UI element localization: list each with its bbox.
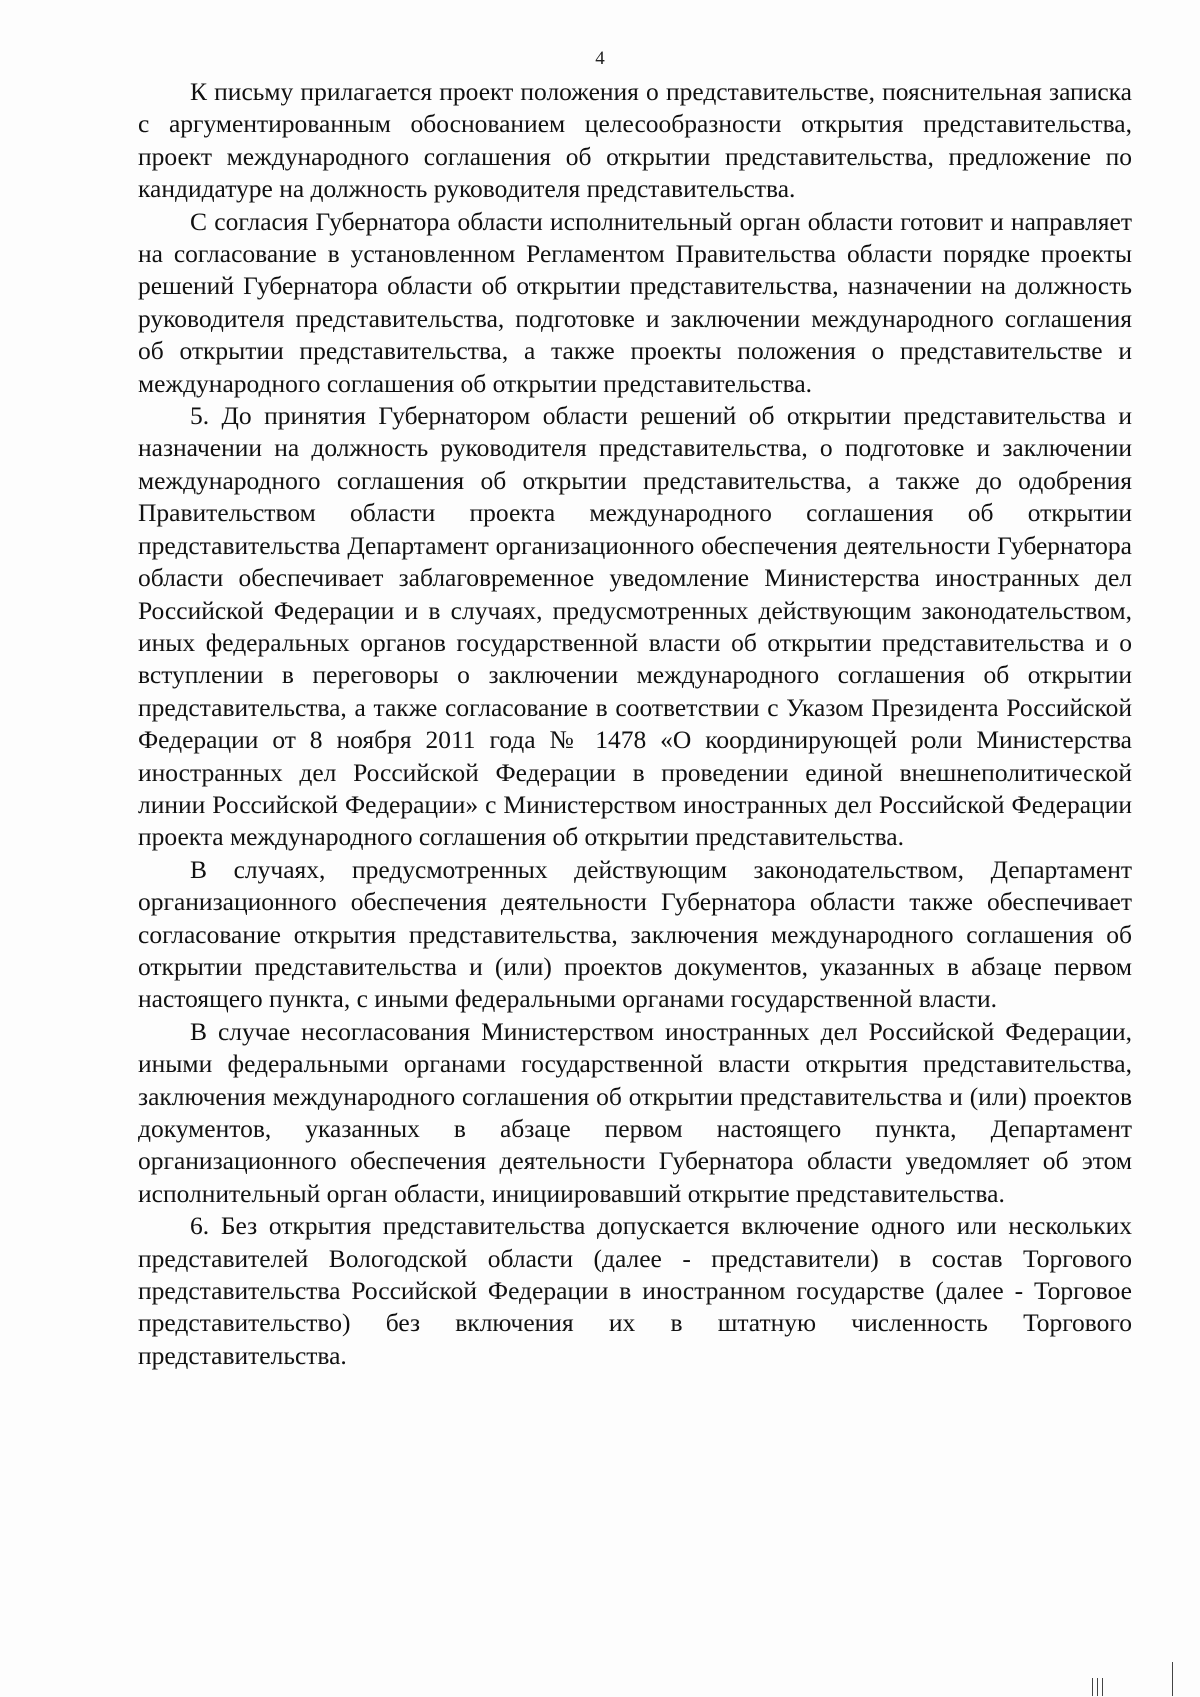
document-body	[138, 76, 1132, 1372]
paragraph-item-6: 6. Без открытия представительства допускается включение одного или нескольких представителей Вологодской области (далее - представители) в состав Торгового представительства Российской Федерации в иностранном государстве (далее - Торговое представительство) без включения их в штатную численность Торгового представительства.	[138, 1211, 1132, 1370]
page-number: 4	[595, 48, 605, 69]
paragraph-non-approval: В случае несогласования Министерством иностранных дел Российской Федерации, иными федеральными органами государственной власти открытия представительства, заключения международного соглашения об открытии представительства и (или) проектов документов, указанных в абзаце первом настоящего пункта, Департамент организационного обеспечения деятельности Губернатора области уведомляет об этом исполнительный орган области, инициировавший открытие представительства.	[138, 1016, 1132, 1208]
paragraph-federal-approval: В случаях, предусмотренных действующим законодательством, Департамент организационного обеспечения деятельности Губернатора области также обеспечивает согласование открытия представительства, заключения международного соглашения об открытии представительства и (или) проектов документов, указанных в абзаце первом настоящего пункта, с иными федеральными органами государственной власти.	[138, 854, 1132, 1014]
paragraph-item-5: 5. До принятия Губернатором области решений об открытии представительства и назначении на должность руководителя представительства, о подготовке и заключении международного соглашения об открытии представительства, а также до одобрения Правительством области проекта международного соглашения об открытии представительства Департамент организационного обеспечения деятельности Губернатора области обеспечивает заблаговременное уведомление Министерства иностранных дел Российской Федерации и в случаях, предусмотренных действующим законодательством, иных федеральных органов государственной власти об открытии представительства и о вступлении в переговоры о заключении международного соглашения об открытии представительства, а также согласование в соответствии с Указом Президента Российской Федерации от 8 ноября 2011 года № 1478 «О координирующей роли Министерства иностранных дел Российской Федерации в проведении единой внешнеполитической линии Российской Федерации» с Министерством иностранных дел Российской Федерации проекта международного соглашения об открытии представительства.	[138, 401, 1132, 852]
scan-mark	[1102, 1678, 1103, 1696]
scan-mark	[1092, 1678, 1093, 1696]
scan-mark	[1097, 1678, 1098, 1696]
scan-mark	[1172, 1662, 1173, 1696]
paragraph-attachments: К письму прилагается проект положения о представительстве, пояснительная записка с аргументированным обоснованием целесообразности открытия представительства, проект международного соглашения об открытии представительства, предложение по кандидатуре на должность руководителя представительства.	[138, 77, 1132, 204]
paragraph-governor-consent: С согласия Губернатора области исполнительный орган области готовит и направляет на согласование в установленном Регламентом Правительства области порядке проекты решений Губернатора области об открытии представительства, назначении на должность руководителя представительства, подготовке и заключении международного соглашения об открытии представительства, а также проекты положения о представительстве и международного соглашения об открытии представительства.	[138, 206, 1132, 398]
